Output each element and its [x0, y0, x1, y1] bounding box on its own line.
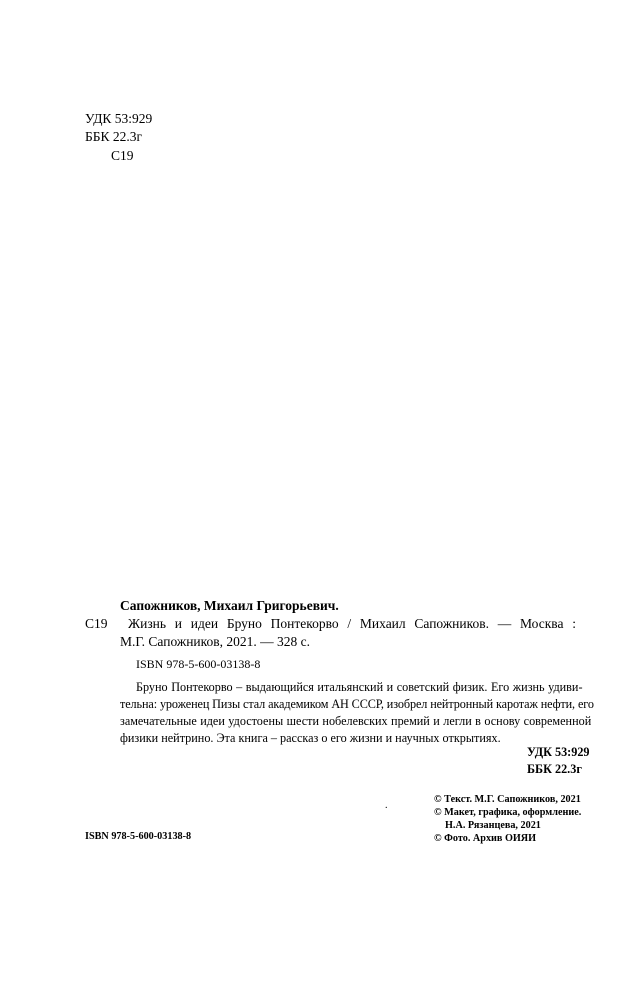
copyright-layout: © Макет, графика, оформление.: [434, 807, 582, 818]
top-author-sign: С19: [111, 148, 134, 163]
publication-line: М.Г. Сапожников, 2021. — 328 с.: [120, 634, 311, 649]
top-bbk-code: ББК 22.3г: [85, 129, 143, 144]
catalog-sign: С19: [85, 616, 108, 631]
copyright-text: © Текст. М.Г. Сапожников, 2021: [434, 794, 581, 805]
annotation-line-1: Бруно Понтекорво – выдающийся итальянский и советский физик. Его жизнь удиви-: [136, 680, 583, 694]
title-line: Жизнь и идеи Бруно Понтекорво / Михаил Сапожников. — Москва :: [128, 616, 576, 631]
right-udk-code: УДК 53:929: [527, 745, 590, 759]
copyright-photo: © Фото. Архив ОИЯИ: [434, 833, 537, 844]
annotation-line-3: замечательные идеи удостоены шести нобелевских премий и легли в основу современной: [120, 714, 592, 728]
stray-dot: .: [385, 800, 388, 811]
bottom-isbn: ISBN 978-5-600-03138-8: [85, 831, 192, 842]
top-udk-code: УДК 53:929: [85, 111, 153, 126]
annotation-line-2: тельна: уроженец Пизы стал академиком АН СССР, изобрел нейтронный каротаж нефти, его: [120, 697, 594, 711]
copyright-layout-author: Н.А. Рязанцева, 2021: [445, 820, 541, 831]
author-heading: Сапожников, Михаил Григорьевич.: [120, 598, 339, 613]
right-bbk-code: ББК 22.3г: [527, 762, 582, 776]
catalog-isbn: ISBN 978-5-600-03138-8: [136, 657, 261, 671]
annotation-line-4: физики нейтрино. Эта книга – рассказ о его жизни и научных открытиях.: [120, 731, 501, 745]
